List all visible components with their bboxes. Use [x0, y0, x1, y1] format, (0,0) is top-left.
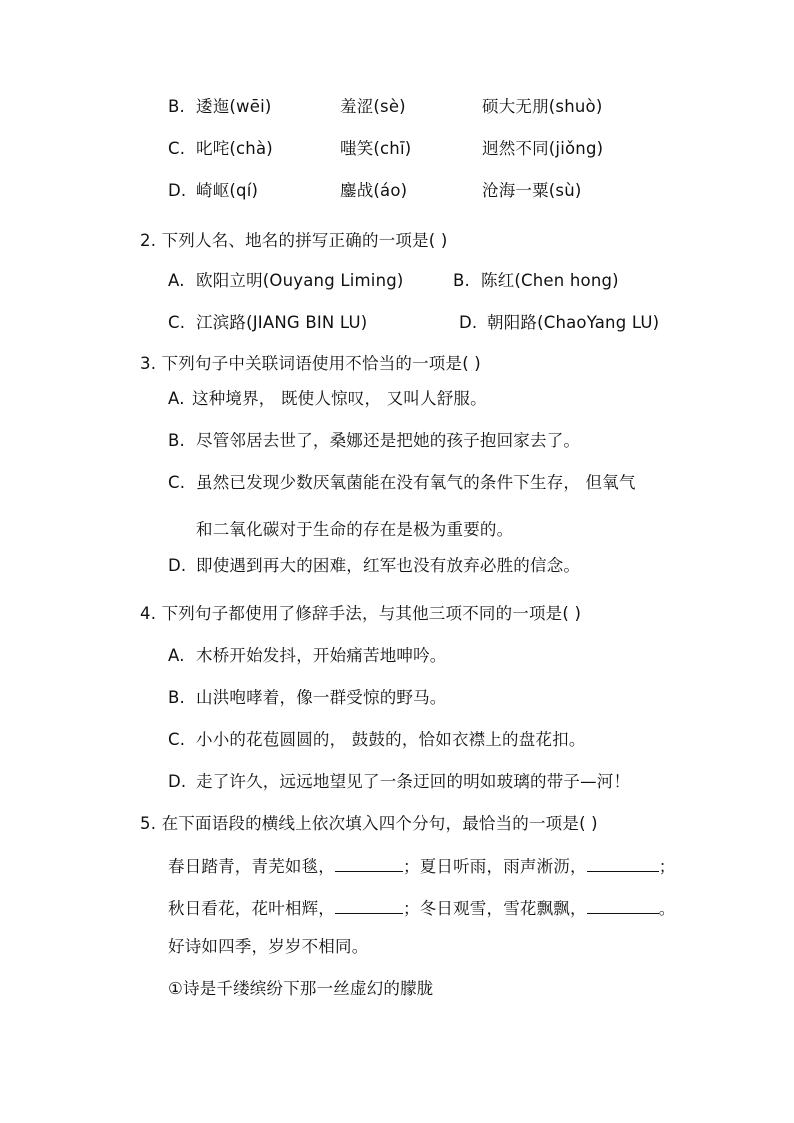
question-3-stem: 3. 下列句子中关联词语使用不恰当的一项是( )	[140, 354, 481, 373]
option-text-b: 鏖战(áo)	[340, 181, 408, 200]
option-text-c: 迥然不同(jiǒng)	[482, 139, 604, 158]
option-text-continued: 和二氧化碳对于生命的存在是极为重要的。	[196, 520, 514, 539]
option-label: D.	[168, 556, 187, 575]
q5-passage-line-2	[168, 897, 675, 920]
option-label: B.	[453, 271, 470, 290]
option-text-c: 硕大无朋(shuò)	[482, 97, 603, 116]
fill-blank-2[interactable]	[587, 855, 659, 872]
option-label: C.	[168, 473, 186, 492]
option-label: D.	[168, 181, 187, 200]
option-text: 江滨路(JIANG BIN LU)	[196, 313, 368, 332]
option-text: 陈红(Chen hong)	[481, 271, 619, 290]
passage-text: ；夏日听雨，雨声淅沥，	[403, 857, 587, 876]
option-text: 山洪咆哮着，像一群受惊的野马。	[196, 688, 447, 707]
option-label: A.	[168, 271, 185, 290]
option-label: D.	[168, 772, 187, 791]
fill-blank-3[interactable]	[335, 897, 403, 914]
q5-choice-item-1: ①诗是千缕缤纷下那一丝虚幻的朦胧	[168, 979, 434, 998]
q5-passage-line-1	[168, 855, 675, 878]
option-label: B.	[168, 97, 185, 116]
option-label: B.	[168, 431, 185, 450]
option-text-a: 叱咤(chà)	[196, 139, 273, 158]
fill-blank-1[interactable]	[335, 855, 403, 872]
option-label: C.	[168, 139, 186, 158]
option-text: 小小的花苞圆圆的， 鼓鼓的，恰如衣襟上的盘花扣。	[196, 730, 586, 749]
question-5-stem: 5. 在下面语段的横线上依次填入四个分句，最恰当的一项是( )	[140, 814, 598, 833]
option-text-a: 逶迤(wēi)	[196, 97, 272, 116]
question-4-stem: 4. 下列句子都使用了修辞手法，与其他三项不同的一项是( )	[140, 604, 582, 623]
option-text: 即使遇到再大的困难，红军也没有放弃必胜的信念。	[196, 556, 581, 575]
option-text: 虽然已发现少数厌氧菌能在没有氧气的条件下生存， 但氧气	[196, 473, 636, 492]
passage-text: ；	[658, 857, 676, 876]
fill-blank-4[interactable]	[587, 897, 659, 914]
option-label: D.	[459, 313, 478, 332]
question-2-stem: 2. 下列人名、地名的拼写正确的一项是( )	[140, 231, 448, 250]
option-text-c: 沧海一粟(sù)	[482, 181, 582, 200]
option-label: C.	[168, 730, 186, 749]
option-label: A.	[168, 389, 185, 408]
option-text: 尽管邻居去世了，桑娜还是把她的孩子抱回家去了。	[196, 431, 581, 450]
passage-text: 。	[658, 899, 676, 918]
option-text: 走了许久，远远地望见了一条迂回的明如玻璃的带子—河！	[196, 772, 631, 791]
option-text-a: 崎岖(qí)	[196, 181, 259, 200]
option-text-b: 羞涩(sè)	[340, 97, 406, 116]
option-label: B.	[168, 688, 185, 707]
option-label: C.	[168, 313, 186, 332]
option-text: 欧阳立明(Ouyang Liming)	[196, 271, 404, 290]
option-text: 这种境界， 既使人惊叹， 又叫人舒服。	[192, 389, 487, 408]
passage-text: 春日踏青，青芜如毯，	[168, 857, 335, 876]
q5-passage-line-3: 好诗如四季，岁岁不相同。	[168, 937, 369, 956]
option-text: 木桥开始发抖，开始痛苦地呻吟。	[196, 646, 447, 665]
passage-text: 秋日看花，花叶相辉，	[168, 899, 335, 918]
option-text-b: 嗤笑(chī)	[340, 139, 412, 158]
option-text: 朝阳路(ChaoYang LU)	[487, 313, 660, 332]
passage-text: ；冬日观雪，雪花飘飘，	[403, 899, 587, 918]
option-label: A.	[168, 646, 185, 665]
